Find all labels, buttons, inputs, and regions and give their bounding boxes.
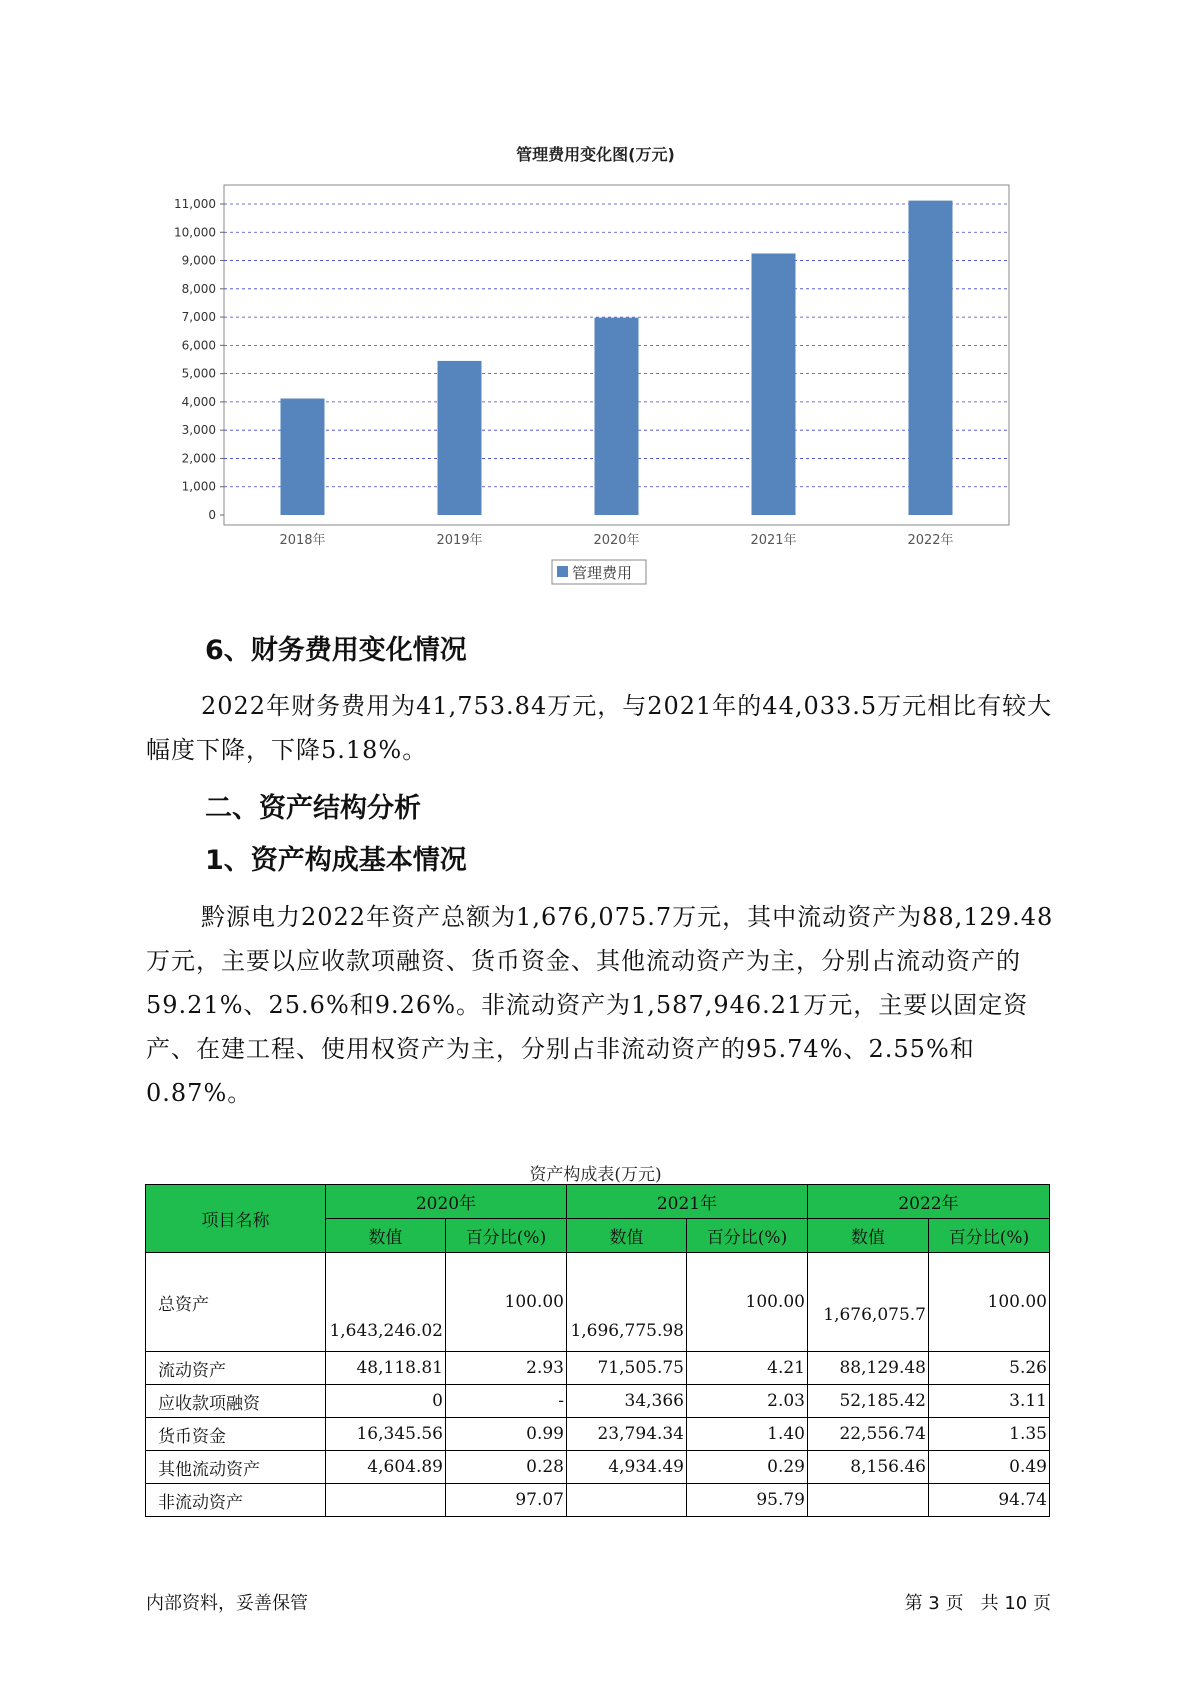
table-row — [146, 1418, 1050, 1451]
table-row — [146, 1385, 1050, 1418]
row-label: 应收款项融资 — [146, 1385, 326, 1418]
table-cell: 2.93 — [446, 1352, 567, 1385]
header-value: 数值 — [326, 1219, 446, 1253]
row-label: 货币资金 — [146, 1418, 326, 1451]
table-cell: 4,934.49 — [567, 1451, 687, 1484]
table-cell: 5.26 — [929, 1352, 1050, 1385]
y-tick-label: 4,000 — [181, 394, 216, 409]
table-cell: 1,696,775.98 — [567, 1253, 687, 1352]
paragraph-asset-basic — [146, 895, 1066, 1115]
table-cell: 0.99 — [446, 1418, 567, 1451]
table-cell: 8,156.46 — [808, 1451, 929, 1484]
table-cell: 97.07 — [446, 1484, 567, 1517]
asset-composition-table — [145, 1184, 1050, 1517]
table-row — [146, 1484, 1050, 1517]
table-cell: 71,505.75 — [567, 1352, 687, 1385]
table-cell: 22,556.74 — [808, 1418, 929, 1451]
table-cell: 34,366 — [567, 1385, 687, 1418]
table-row — [146, 1451, 1050, 1484]
table-cell: 0.29 — [687, 1451, 808, 1484]
y-tick-label: 11,000 — [174, 197, 216, 211]
footer-confidential: 内部资料，妥善保管 — [146, 1593, 308, 1614]
header-year-2021: 2021年 — [567, 1185, 808, 1219]
paragraph-asset-basic-text: 黔源电力2022年资产总额为1,676,075.7万元，其中流动资产为88,129.48万元，主要以应收款项融资、货币资金、其他流动资产为主，分别占流动资产的59.21%、25.6%和9.26%。非流动资产为1,587,946.21万元，主要以固定资产、在建工程、使用权资产为主，分别占非流动资产的95.74%、2.55%和0.87%。 — [146, 903, 1054, 1107]
header-item-name: 项目名称 — [146, 1185, 326, 1253]
y-tick-label: 9,000 — [181, 253, 216, 268]
table-row — [146, 1352, 1050, 1385]
bar — [438, 361, 482, 515]
x-tick-label: 2019年 — [436, 533, 483, 548]
table-cell: 16,345.56 — [326, 1418, 446, 1451]
row-label: 其他流动资产 — [146, 1451, 326, 1484]
y-tick-label: 1,000 — [181, 479, 216, 494]
table-cell: 52,185.42 — [808, 1385, 929, 1418]
table-cell: 48,118.81 — [326, 1352, 446, 1385]
table-cell — [808, 1484, 929, 1517]
x-tick-label: 2018年 — [279, 533, 326, 548]
y-tick-label: 8,000 — [181, 281, 216, 296]
section-heading-finance-expense: 6、财务费用变化情况 — [205, 635, 467, 666]
table-cell: 0.49 — [929, 1451, 1050, 1484]
table-cell: 4.21 — [687, 1352, 808, 1385]
table-cell: 1,643,246.02 — [326, 1253, 446, 1352]
header-year-2020: 2020年 — [326, 1185, 567, 1219]
bar — [909, 201, 953, 515]
table-cell: 3.11 — [929, 1385, 1050, 1418]
table-row — [146, 1253, 1050, 1352]
legend-label: 管理费用 — [572, 564, 633, 582]
table-title: 资产构成表(万元) — [529, 1165, 662, 1185]
header-percent: 百分比(%) — [929, 1219, 1050, 1253]
table-cell — [326, 1484, 446, 1517]
table-cell: 100.00 — [446, 1253, 567, 1352]
x-tick-label: 2021年 — [750, 533, 797, 548]
y-tick-label: 5,000 — [181, 366, 216, 381]
header-percent: 百分比(%) — [446, 1219, 567, 1253]
table-cell: 2.03 — [687, 1385, 808, 1418]
bar — [595, 318, 639, 515]
row-label: 总资产 — [146, 1253, 326, 1352]
paragraph-finance-expense-text: 2022年财务费用为41,753.84万元，与2021年的44,033.5万元相比有较大幅度下降，下降5.18%。 — [146, 692, 1053, 764]
table-cell: - — [446, 1385, 567, 1418]
y-tick-label: 2,000 — [181, 451, 216, 466]
header-year-2022: 2022年 — [808, 1185, 1050, 1219]
table-cell: 23,794.34 — [567, 1418, 687, 1451]
paragraph-finance-expense — [146, 684, 1066, 772]
header-value: 数值 — [808, 1219, 929, 1253]
row-label: 流动资产 — [146, 1352, 326, 1385]
chart-title: 管理费用变化图(万元) — [516, 145, 675, 164]
footer-page-number: 第 3 页 共 10 页 — [904, 1593, 1051, 1614]
table-cell: 100.00 — [929, 1253, 1050, 1352]
y-tick-label: 6,000 — [181, 338, 216, 353]
table-cell: 0 — [326, 1385, 446, 1418]
legend-swatch — [557, 566, 568, 577]
table-cell — [567, 1484, 687, 1517]
table-cell: 0.28 — [446, 1451, 567, 1484]
table-cell: 88,129.48 — [808, 1352, 929, 1385]
y-tick-label: 0 — [208, 508, 216, 522]
table-cell: 4,604.89 — [326, 1451, 446, 1484]
table-cell: 100.00 — [687, 1253, 808, 1352]
header-percent: 百分比(%) — [687, 1219, 808, 1253]
table-cell: 1.35 — [929, 1418, 1050, 1451]
bar — [281, 399, 325, 515]
row-label: 非流动资产 — [146, 1484, 326, 1517]
table-cell: 94.74 — [929, 1484, 1050, 1517]
y-tick-label: 3,000 — [181, 423, 216, 438]
table-cell: 1,676,075.7 — [808, 1253, 929, 1352]
table-cell: 1.40 — [687, 1418, 808, 1451]
table-cell: 95.79 — [687, 1484, 808, 1517]
header-value: 数值 — [567, 1219, 687, 1253]
bar — [752, 253, 796, 515]
x-tick-label: 2022年 — [907, 533, 954, 548]
management-expense-chart — [0, 0, 1191, 600]
section-heading-asset-basic: 1、资产构成基本情况 — [205, 845, 467, 876]
y-tick-label: 7,000 — [181, 310, 216, 325]
section-heading-asset-structure: 二、资产结构分析 — [205, 793, 421, 824]
x-tick-label: 2020年 — [593, 533, 640, 548]
y-tick-label: 10,000 — [174, 225, 216, 240]
